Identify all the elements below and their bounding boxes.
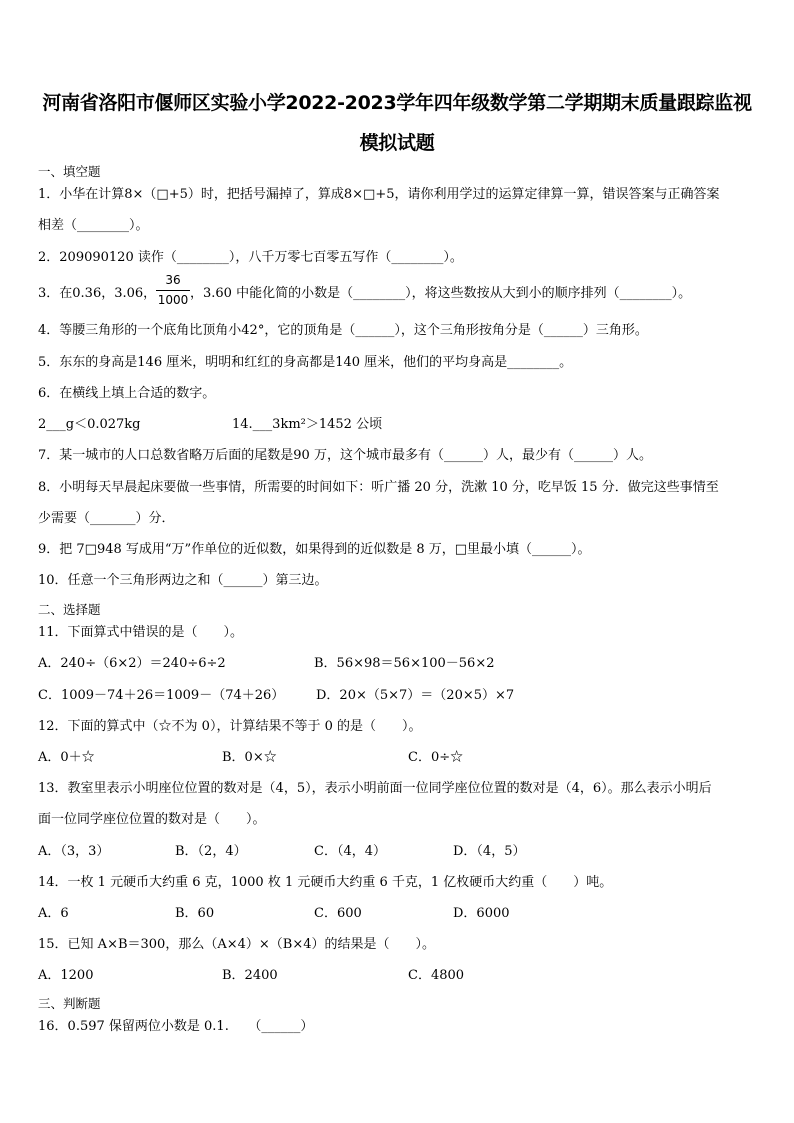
question-12: 12．下面的算式中（☆不为 0），计算结果不等于 0 的是（ ）。 bbox=[38, 719, 422, 734]
question-12-option-a: A．0＋☆ bbox=[38, 750, 95, 765]
question-6-item-b: 14.___3km²＞1452 公顷 bbox=[232, 417, 383, 432]
question-15-option-c: C．4800 bbox=[408, 968, 465, 983]
section-fill-heading: 一、填空题 bbox=[38, 164, 101, 179]
question-14-option-a: A．6 bbox=[38, 906, 69, 921]
question-8-line2: 少需要（_______）分． bbox=[38, 511, 175, 526]
question-1-line2: 相差（________）。 bbox=[38, 218, 149, 233]
question-11: 11．下面算式中错误的是（ ）。 bbox=[38, 625, 244, 640]
question-12-option-c: C．0÷☆ bbox=[408, 750, 464, 765]
question-13-option-b: B．（2，4） bbox=[175, 844, 247, 859]
question-10: 10．任意一个三角形两边之和（______）第三边。 bbox=[38, 573, 328, 588]
question-3-prefix: 3．在0.36，3.06， bbox=[38, 286, 157, 301]
question-14-option-b: B．60 bbox=[175, 906, 215, 921]
question-4: 4．等腰三角形的一个底角比顶角小42°，它的顶角是（______），这个三角形按角分是（______）三角形。 bbox=[38, 323, 648, 338]
section-judge-heading: 三、判断题 bbox=[38, 996, 101, 1011]
question-15-option-b: B．2400 bbox=[222, 968, 278, 983]
question-6: 6．在横线上填上合适的数字。 bbox=[38, 386, 216, 401]
question-11-option-b: B．56×98＝56×100－56×2 bbox=[314, 656, 495, 671]
question-1-line1: 1．小华在计算8×（□+5）时，把括号漏掉了，算成8×□+5，请你利用学过的运算定律算一算，错误答案与正确答案 bbox=[38, 187, 720, 202]
question-5: 5．东东的身高是146 厘米，明明和红红的身高都是140 厘米，他们的平均身高是________。 bbox=[38, 355, 573, 370]
question-15: 15．已知 A×B＝300，那么（A×4）×（B×4）的结果是（ ）。 bbox=[38, 937, 435, 952]
question-3-suffix: ，3.60 中能化简的小数是（________），将这些数按从大到小的顺序排列（________）。 bbox=[190, 286, 692, 301]
fraction-numerator: 36 bbox=[165, 273, 181, 287]
question-9: 9．把 7□948 写成用“万”作单位的近似数，如果得到的近似数是 8 万，□里最小填（______）。 bbox=[38, 542, 591, 557]
question-7: 7．某一城市的人口总数省略万后面的尾数是90 万，这个城市最多有（______）人，最少有（______）人。 bbox=[38, 448, 652, 463]
question-14-option-d: D．6000 bbox=[453, 906, 510, 921]
question-14-option-c: C．600 bbox=[314, 906, 362, 921]
question-13-option-d: D．（4，5） bbox=[453, 844, 526, 859]
question-13-line1: 13．教室里表示小明座位位置的数对是（4，5），表示小明前面一位同学座位位置的数对是（4，6）。那么表示小明后 bbox=[38, 781, 712, 796]
question-13-line2: 面一位同学座位位置的数对是（ ）。 bbox=[38, 812, 266, 827]
question-2: 2．209090120 读作（________），八千万零七百零五写作（________）。 bbox=[38, 250, 463, 265]
question-16: 16．0.597 保留两位小数是 0.1. （______） bbox=[38, 1019, 314, 1034]
question-13-option-a: A．（3，3） bbox=[38, 844, 110, 859]
question-14: 14．一枚 1 元硬币大约重 6 克，1000 枚 1 元硬币大约重 6 千克，1 亿枚硬币大约重（ ）吨。 bbox=[38, 875, 613, 890]
question-15-option-a: A．1200 bbox=[38, 968, 94, 983]
question-13-option-c: C．（4，4） bbox=[314, 844, 386, 859]
fraction-bar bbox=[156, 290, 190, 291]
question-6-item-a: 2___g＜0.027kg bbox=[38, 417, 141, 432]
question-11-option-c: C．1009－74＋26＝1009－（74＋26） bbox=[38, 688, 285, 703]
question-11-option-a: A．240÷（6×2）＝240÷6÷2 bbox=[38, 656, 226, 671]
question-8-line1: 8．小明每天早晨起床要做一些事情，所需要的时间如下：听广播 20 分，洗漱 10 分，吃早饭 15 分．做完这些事情至 bbox=[38, 480, 719, 495]
fraction-denominator: 1000 bbox=[157, 293, 189, 307]
question-12-option-b: B．0×☆ bbox=[222, 750, 277, 765]
section-choice-heading: 二、选择题 bbox=[38, 602, 101, 617]
page-title-line2: 模拟试题 bbox=[359, 132, 435, 154]
page-title-line1: 河南省洛阳市偃师区实验小学2022-2023学年四年级数学第二学期期末质量跟踪监视 bbox=[42, 92, 752, 114]
question-11-option-d: D．20×（5×7）＝（20×5）×7 bbox=[316, 688, 515, 703]
